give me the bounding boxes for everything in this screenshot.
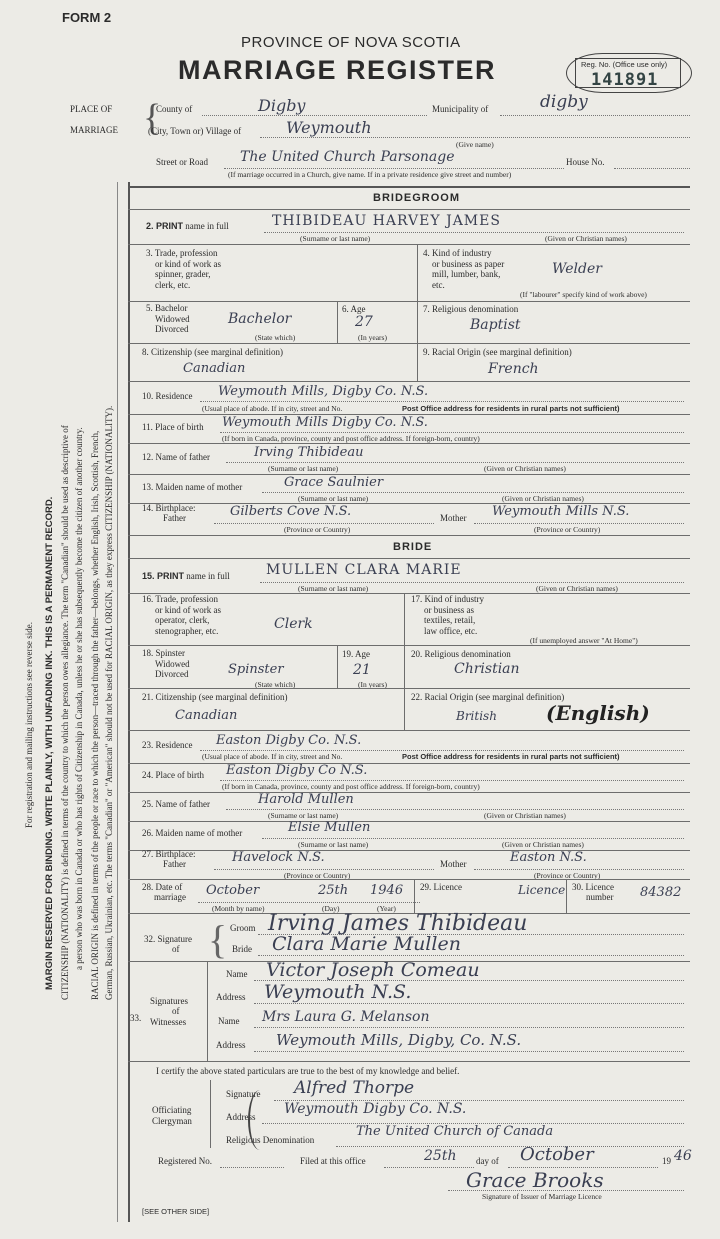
groom-birthplace-parents-label-a: 14. Birthplace:	[142, 503, 196, 513]
bride-age-label: 19. Age	[342, 649, 370, 659]
bride-years-note: (In years)	[358, 680, 387, 689]
groom-signature: Irving James Thibideau	[268, 911, 528, 936]
bride-birth-note: (If born in Canada, province, county and post office address. If foreign-born, country)	[222, 782, 480, 791]
marriage-year-value: 1946	[370, 883, 404, 898]
w1-name-label: Name	[226, 969, 248, 979]
groom-years-note: (In years)	[358, 333, 387, 342]
brace-icon: {	[143, 97, 162, 139]
bride-industry-label: 17. Kind of industry or business as textiles, retail, law office, etc.	[411, 594, 484, 636]
bride-mother-prov-note: (Province or Country)	[534, 871, 601, 880]
registration-number-box	[566, 53, 692, 93]
month-note: (Month by name)	[212, 904, 265, 913]
groom-industry-value: Welder	[552, 261, 602, 277]
clergy-signature-label: Signature	[226, 1089, 261, 1099]
bride-mother-given-note: (Given or Christian names)	[502, 840, 584, 849]
bride-age-value: 21	[353, 662, 371, 678]
bride-racial-value: British	[456, 709, 497, 723]
clergy-label-b: Clergyman	[152, 1116, 192, 1126]
street-note: (If marriage occurred in a Church, give name. If in a private residence give street and number)	[228, 170, 512, 179]
bride-residence-note-b: Post Office address for residents in rural parts not sufficient)	[402, 752, 620, 761]
groom-age-label: 6. Age	[342, 304, 366, 314]
labourer-note: (If "labourer" specify kind of work above)	[520, 290, 647, 299]
certify-statement: I certify the above stated particulars are true to the best of my knowledge and belief.	[156, 1066, 460, 1076]
bride-mother-birth-label: Mother	[440, 859, 467, 869]
groom-name-label: 2. PRINT name in full	[146, 221, 229, 231]
groom-status-value: Bachelor	[228, 311, 292, 327]
bride-residence-note-a: (Usual place of abode. If in city, street and No.	[202, 752, 343, 761]
county-value: Digby	[258, 96, 306, 115]
marriage-month-value: October	[206, 883, 260, 898]
groom-father-birth-value: Gilberts Cove N.S.	[230, 504, 352, 519]
groom-residence-note-b: Post Office address for residents in rural parts not sufficient)	[402, 404, 620, 413]
groom-residence-note-a: (Usual place of abode. If in city, street and No.	[202, 404, 343, 413]
groom-industry-label: 4. Kind of industry or business as paper mill, lumber, bank, etc.	[423, 248, 505, 290]
w2-address-label: Address	[216, 1040, 246, 1050]
margin-line-1: For registration and mailing instructions see reverse side.	[24, 622, 34, 828]
groom-racial-label: 9. Racial Origin (see marginal definition)	[423, 347, 572, 357]
clergy-address-value: Weymouth Digby Co. N.S.	[284, 1101, 467, 1117]
county-label: County of	[156, 104, 193, 114]
bride-mother-value: Elsie Mullen	[288, 820, 371, 835]
licence-number-value: 84382	[640, 885, 682, 900]
bride-status-label: 18. Spinster Widowed Divorced	[142, 648, 190, 679]
bride-residence-value: Easton Digby Co. N.S.	[216, 733, 362, 748]
signature-label-a: 32. Signature	[144, 934, 192, 944]
marriage-date-label-a: 28. Date of	[142, 882, 183, 892]
margin-line-4: a person who was born in Canada or who has rights of Citizenship in Canada, unless he or she has subsequently become the citizen of another country.	[74, 427, 84, 970]
bride-state-note: (State which)	[255, 680, 296, 689]
bride-surname-note: (Surname or last name)	[298, 584, 369, 593]
street-label: Street or Road	[156, 157, 208, 167]
witness-label-a: Signatures	[150, 996, 188, 1006]
bride-residence-label: 23. Residence	[142, 740, 193, 750]
issuer-note: Signature of Issuer of Marriage Licence	[482, 1192, 602, 1201]
w1-name-value: Victor Joseph Comeau	[266, 959, 480, 981]
filed-month-value: October	[520, 1144, 594, 1165]
city-value: Weymouth	[286, 118, 372, 137]
day-note: (Day)	[322, 904, 340, 913]
groom-father-prov-note: (Province or Country)	[284, 525, 351, 534]
licence-label: 29. Licence	[420, 882, 462, 892]
page-title: MARRIAGE REGISTER	[178, 55, 497, 85]
bride-trade-label: 16. Trade, profession or kind of work as operator, clerk, stenographer, etc.	[142, 594, 221, 636]
groom-mother-surname-note: (Surname or last name)	[298, 494, 369, 503]
groom-birth-note: (If born in Canada, province, county and post office address. If foreign-born, country)	[222, 434, 480, 443]
licence-value: Licence	[518, 883, 566, 897]
bride-signature: Clara Marie Mullen	[272, 933, 461, 955]
bride-birthplace-parents-label-a: 27. Birthplace:	[142, 849, 196, 859]
bride-racial-extra: (English)	[546, 701, 650, 725]
bride-mother-surname-note: (Surname or last name)	[298, 840, 369, 849]
day-of-label: day of	[476, 1156, 499, 1166]
groom-father-surname-note: (Surname or last name)	[268, 464, 339, 473]
denomination-label: Religious Denomination	[226, 1135, 315, 1145]
groom-surname-note: (Surname or last name)	[300, 234, 371, 243]
w2-name-label: Name	[218, 1016, 240, 1026]
w2-address-value: Weymouth Mills, Digby, Co. N.S.	[276, 1031, 522, 1049]
filed-day-value: 25th	[424, 1148, 457, 1164]
bride-citizenship-label: 21. Citizenship (see marginal definition)	[142, 692, 288, 702]
city-label: (City, Town or) Village of	[148, 126, 242, 136]
witness-label-b: of	[172, 1006, 180, 1016]
groom-father-given-note: (Given or Christian names)	[484, 464, 566, 473]
margin-line-2: MARGIN RESERVED FOR BINDING. WRITE PLAINLY, WITH UNFADING INK. THIS IS A PERMANENT RECORD.	[44, 496, 55, 990]
bride-citizenship-value: Canadian	[175, 708, 238, 723]
groom-father-label: 12. Name of father	[142, 452, 210, 462]
municipality-label: Municipality of	[432, 104, 489, 114]
groom-trade-label: 3. Trade, profession or kind of work as spinner, grader, clerk, etc.	[146, 248, 221, 290]
groom-given-note: (Given or Christian names)	[545, 234, 627, 243]
marriage-label: MARRIAGE	[70, 125, 119, 135]
bride-birthplace-label: 24. Place of birth	[142, 770, 204, 780]
groom-name-value: THIBIDEAU HARVEY JAMES	[272, 213, 501, 229]
groom-birthplace-label: 11. Place of birth	[142, 422, 204, 432]
year-prefix: 19	[662, 1156, 671, 1166]
bride-religion-value: Christian	[454, 661, 520, 677]
groom-citizenship-label: 8. Citizenship (see marginal definition)	[142, 347, 284, 357]
groom-birthplace-value: Weymouth Mills Digby Co. N.S.	[222, 415, 428, 430]
bride-birthplace-value: Easton Digby Co N.S.	[226, 763, 368, 778]
licence-number-label-a: 30. Licence	[572, 882, 614, 892]
place-label: PLACE OF	[70, 104, 113, 114]
clergy-flourish	[248, 1090, 272, 1150]
bride-mother-label: 26. Maiden name of mother	[142, 828, 243, 838]
denomination-value: The United Church of Canada	[356, 1124, 554, 1139]
form-label: FORM 2	[62, 10, 112, 25]
licence-number-label-b: number	[586, 892, 614, 902]
groom-mother-birth-value: Weymouth Mills N.S.	[492, 504, 630, 519]
bride-name-value: MULLEN CLARA MARIE	[266, 562, 462, 578]
groom-citizenship-value: Canadian	[183, 361, 246, 376]
marriage-date-label-b: marriage	[154, 892, 186, 902]
give-name-note: (Give name)	[456, 140, 494, 149]
reg-no-label: Reg. No. (Office use only)	[581, 60, 668, 69]
registered-label: Registered No.	[158, 1156, 212, 1166]
margin-line-5: RACIAL ORIGIN is defined in terms of the people or race to which the person—traced through the father—belongs, whether English, Irish, Scottish, French,	[90, 430, 100, 1000]
w2-name-value: Mrs Laura G. Melanson	[262, 1009, 430, 1025]
issuer-signature: Grace Brooks	[466, 1168, 604, 1192]
signature-label-b: of	[172, 944, 180, 954]
bride-birthplace-parents-label-b: Father	[163, 859, 186, 869]
unemployed-note: (If unemployed answer "At Home")	[530, 636, 638, 645]
groom-birthplace-parents-label-b: Father	[163, 513, 186, 523]
clergy-address-label: Address	[226, 1112, 256, 1122]
bride-father-birth-value: Havelock N.S.	[232, 850, 325, 865]
bride-status-value: Spinster	[228, 662, 284, 677]
see-other-side: [SEE OTHER SIDE]	[142, 1207, 210, 1216]
bride-racial-label: 22. Racial Origin (see marginal definition)	[411, 692, 565, 702]
w1-address-label: Address	[216, 992, 246, 1002]
witness-number: 33.	[130, 1013, 142, 1023]
street-value: The United Church Parsonage	[240, 149, 455, 165]
witness-label-c: Witnesses	[150, 1017, 187, 1027]
bride-father-prov-note: (Province or Country)	[284, 871, 351, 880]
bride-name-label: 15. PRINT name in full	[142, 571, 230, 581]
bride-father-value: Harold Mullen	[258, 792, 354, 807]
municipality-value: digby	[540, 92, 588, 112]
marriage-day-value: 25th	[318, 883, 349, 898]
bride-father-given-note: (Given or Christian names)	[484, 811, 566, 820]
groom-residence-value: Weymouth Mills, Digby Co. N.S.	[218, 384, 429, 399]
bridegroom-heading: BRIDEGROOM	[373, 192, 460, 204]
margin-line-6: German, Russian, Ukrainian, etc. The terms "Canadian" or "American" should not be used for RACIAL ORIGIN, as they express CITIZENSHIP (NATIONALITY).	[104, 405, 114, 1000]
bride-given-note: (Given or Christian names)	[536, 584, 618, 593]
clergy-signature: Alfred Thorpe	[294, 1078, 415, 1098]
bride-heading: BRIDE	[393, 541, 433, 553]
groom-status-label: 5. Bachelor Widowed Divorced	[146, 303, 190, 334]
filed-year-value: 46	[674, 1148, 692, 1164]
groom-mother-given-note: (Given or Christian names)	[502, 494, 584, 503]
w1-address-value: Weymouth N.S.	[264, 981, 412, 1003]
bride-trade-value: Clerk	[274, 616, 313, 632]
year-note: (Year)	[377, 904, 396, 913]
bride-sig-label: Bride	[232, 944, 252, 954]
groom-religion-label: 7. Religious denomination	[423, 304, 519, 314]
bride-religion-label: 20. Religious denomination	[411, 649, 511, 659]
groom-mother-label: 13. Maiden name of mother	[142, 482, 243, 492]
groom-state-note: (State which)	[255, 333, 296, 342]
filed-label: Filed at this office	[300, 1156, 366, 1166]
bride-father-surname-note: (Surname or last name)	[268, 811, 339, 820]
groom-racial-value: French	[488, 361, 539, 377]
house-label: House No.	[566, 157, 605, 167]
margin-line-3: CITIZENSHIP (NATIONALITY) is defined in terms of the country to which the person owes allegiance. The term "Canadian" should be used as descriptive of	[60, 425, 70, 1000]
groom-religion-value: Baptist	[470, 317, 521, 333]
brace-icon: {	[208, 917, 228, 962]
bride-mother-birth-value: Easton N.S.	[510, 850, 587, 865]
province-heading: PROVINCE OF NOVA SCOTIA	[241, 34, 461, 51]
groom-father-value: Irving Thibideau	[254, 445, 364, 460]
reg-no-value: 141891	[591, 70, 659, 90]
groom-age-value: 27	[355, 314, 373, 330]
clergy-label-a: Officiating	[152, 1105, 192, 1115]
groom-mother-value: Grace Saulnier	[284, 475, 384, 490]
groom-mother-prov-note: (Province or Country)	[534, 525, 601, 534]
groom-residence-label: 10. Residence	[142, 391, 193, 401]
bride-father-label: 25. Name of father	[142, 799, 210, 809]
groom-sig-label: Groom	[230, 923, 256, 933]
groom-mother-birth-label: Mother	[440, 513, 467, 523]
